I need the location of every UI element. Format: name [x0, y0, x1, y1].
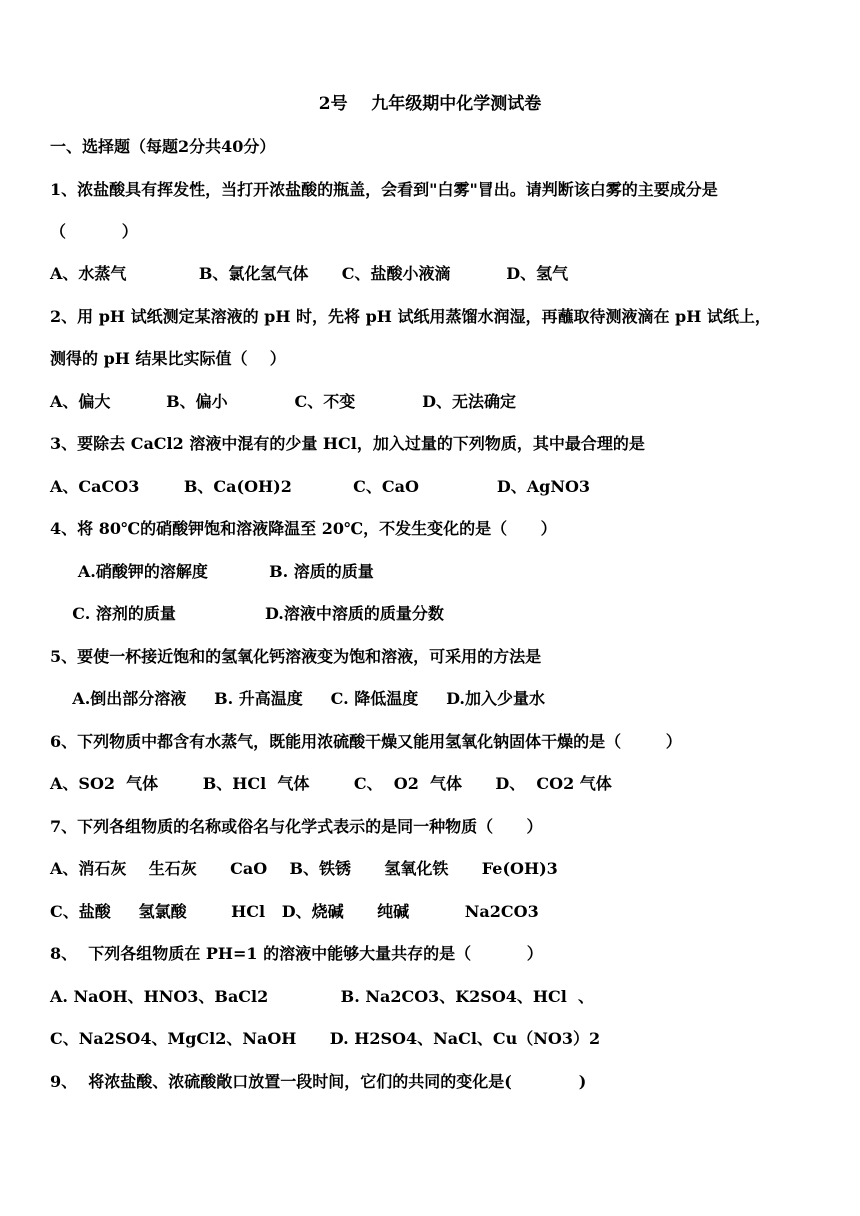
question-1-stem: 1、浓盐酸具有挥发性，当打开浓盐酸的瓶盖，会看到"白雾"冒出。请判断该白雾的主要成分是: [50, 180, 718, 199]
question-8-options-ab: A. NaOH、HNO3、BaCl2 B. Na2CO3、K2SO4、HCl 、: [50, 987, 594, 1006]
question-8-options-cd: C、Na2SO4、MgCl2、NaOH D. H2SO4、NaCl、Cu（NO3）2: [50, 1029, 601, 1048]
question-5-options: A.倒出部分溶液 B. 升高温度 C. 降低温度 D.加入少量水: [50, 689, 545, 708]
question-1-options: A、水蒸气 B、氯化氢气体 C、盐酸小液滴 D、氢气: [50, 264, 569, 283]
question-7-options-cd: C、盐酸 氢氯酸 HCl D、烧碱 纯碱 Na2CO3: [50, 902, 539, 921]
question-2-options: A、偏大 B、偏小 C、不变 D、无法确定: [50, 392, 516, 411]
question-7-options-ab: A、消石灰 生石灰 CaO B、铁锈 氢氧化铁 Fe(OH)3: [50, 859, 558, 878]
question-2-stem-cont: 测得的 pH 结果比实际值（ ）: [50, 349, 286, 368]
question-4-stem: 4、将 80℃的硝酸钾饱和溶液降温至 20℃，不发生变化的是（ ）: [50, 519, 557, 538]
question-4-options-ab: A.硝酸钾的溶解度 B. 溶质的质量: [50, 562, 374, 581]
question-3-options: A、CaCO3 B、Ca(OH)2 C、CaO D、AgNO3: [50, 477, 591, 496]
question-6-options: A、SO2 气体 B、HCl 气体 C、 O2 气体 D、 CO2 气体: [50, 774, 612, 793]
page-title: 2号 九年级期中化学测试卷: [318, 94, 542, 114]
section-heading: 一、选择题（每题2分共40分）: [50, 137, 276, 156]
question-1-blank: （ ）: [50, 222, 138, 241]
question-4-options-cd: C. 溶剂的质量 D.溶液中溶质的质量分数: [50, 604, 444, 623]
question-5-stem: 5、要使一杯接近饱和的氢氧化钙溶液变为饱和溶液，可采用的方法是: [50, 647, 542, 666]
question-9-stem: 9、 将浓盐酸、浓硫酸敞口放置一段时间，它们的共同的变化是( ): [50, 1072, 587, 1091]
question-3-stem: 3、要除去 CaCl2 溶液中混有的少量 HCl，加入过量的下列物质，其中最合理的是: [50, 434, 645, 453]
question-2-stem: 2、用 pH 试纸测定某溶液的 pH 时，先将 pH 试纸用蒸馏水润湿，再蘸取待测液滴在 pH 试纸上，: [50, 307, 771, 326]
question-7-stem: 7、下列各组物质的名称或俗名与化学式表示的是同一种物质（ ）: [50, 817, 543, 836]
question-8-stem: 8、 下列各组物质在 PH=1 的溶液中能够大量共存的是（ ）: [50, 944, 543, 963]
question-6-stem: 6、下列物质中都含有水蒸气，既能用浓硫酸干燥又能用氢氧化钠固体干燥的是（ ）: [50, 732, 682, 751]
